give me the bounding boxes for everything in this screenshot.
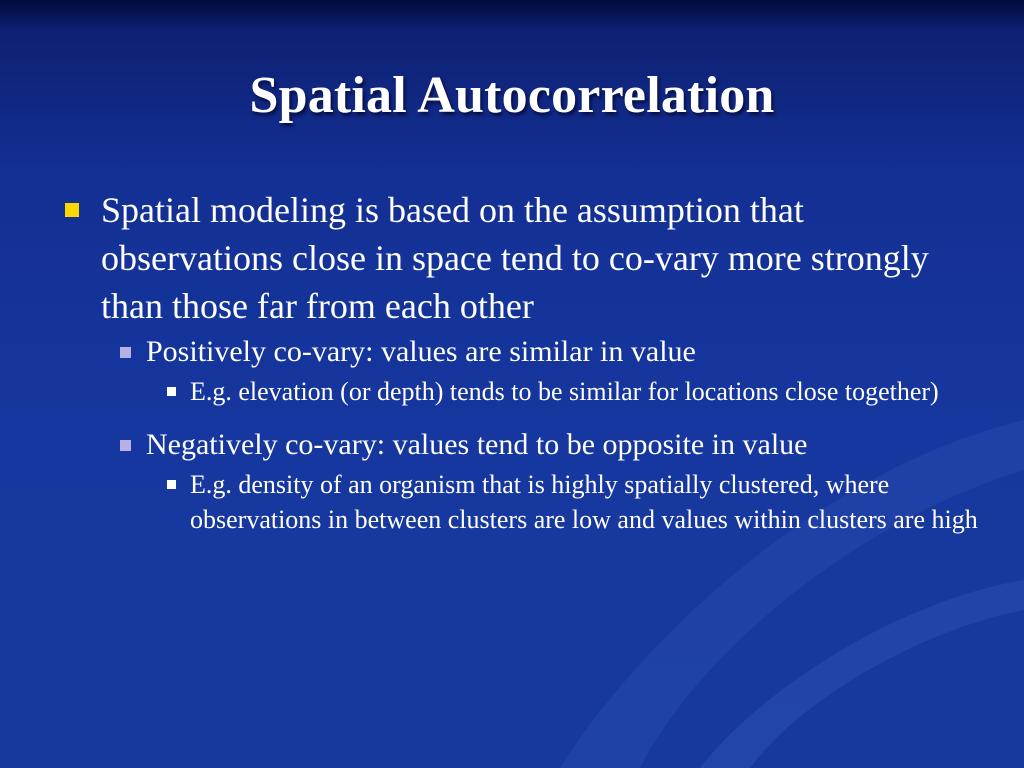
square-bullet-icon [65,203,79,217]
square-bullet-icon [167,480,176,489]
slide-body [64,186,984,537]
bullet-level3 [146,467,984,537]
bullet-level2 [101,425,984,465]
square-bullet-icon [120,347,131,358]
bullet-text: Negatively co-vary: values tend to be opposite in value [146,428,808,461]
bullet-text: Spatial modeling is based on the assumption that observations close in space tend to co-vary more strongly than those far from each other [101,190,929,326]
bullet-level2 [101,332,984,372]
bullet-text: Positively co-vary: values are similar in value [146,335,696,368]
square-bullet-icon [120,440,131,451]
bullet-text: E.g. density of an organism that is highly spatially clustered, where observations in between clusters are low and values within clusters are high [190,470,978,534]
bullet-level1 [64,186,984,330]
bullet-level3 [146,374,984,409]
slide-title: Spatial Autocorrelation [249,67,775,124]
square-bullet-icon [167,387,176,396]
bullet-text: E.g. elevation (or depth) tends to be similar for locations close together) [190,377,939,406]
